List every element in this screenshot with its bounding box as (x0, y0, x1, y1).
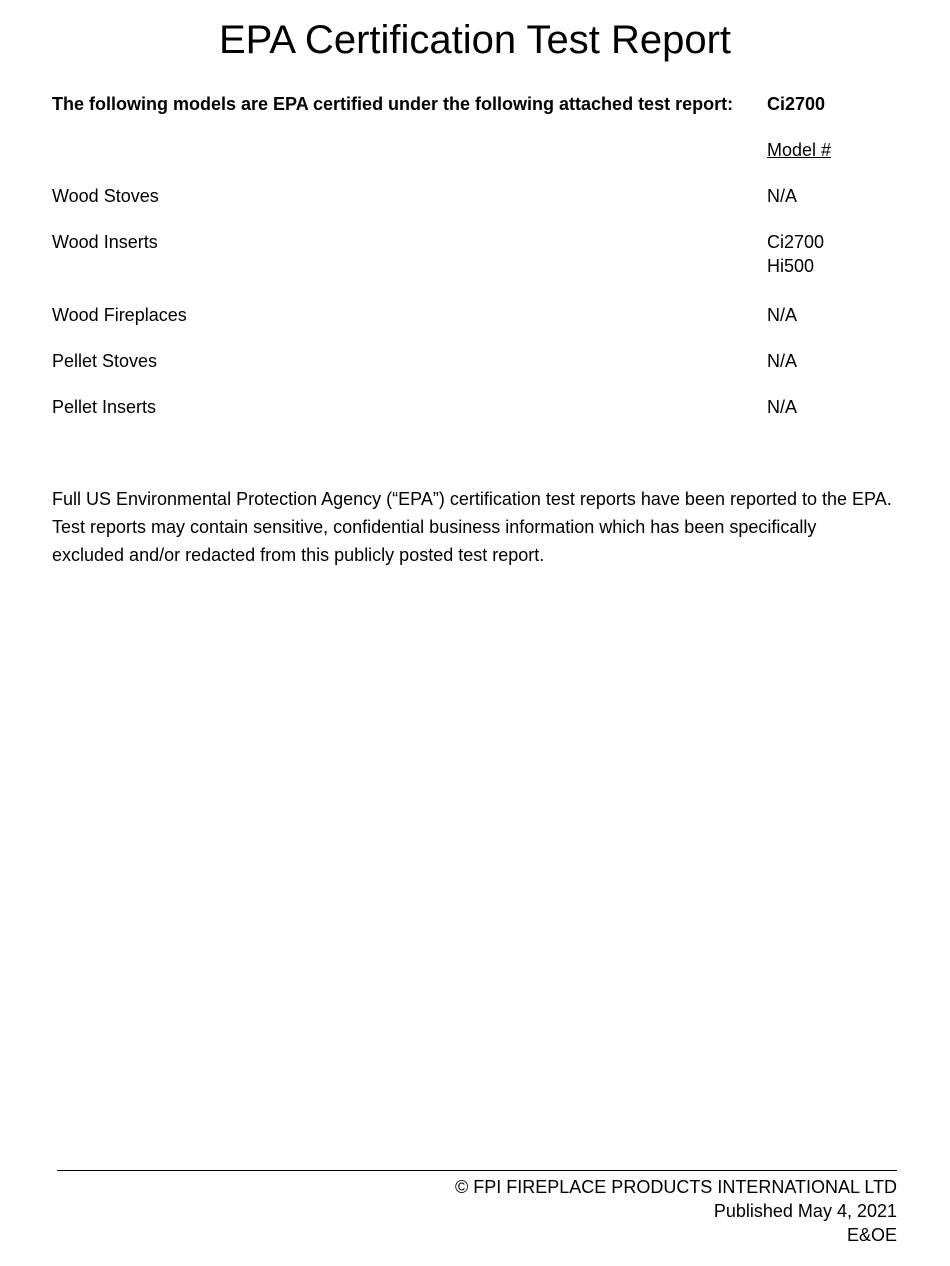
eoe-notice: E&OE (846, 1225, 897, 1245)
intro-label: The following models are EPA certified under the following attached test report: (52, 94, 734, 114)
model-value: N/A (767, 397, 798, 417)
model-value: Hi500 (767, 256, 815, 276)
category-models (767, 184, 797, 208)
page-title: EPA Certification Test Report (218, 18, 732, 62)
report-model: Ci2700 (767, 94, 826, 114)
model-value: Ci2700 (767, 232, 825, 252)
model-value: N/A (767, 186, 798, 206)
model-value: N/A (767, 305, 798, 325)
model-column-header: Model # (767, 140, 832, 160)
copyright-notice: © FPI FIREPLACE PRODUCTS INTERNATIONAL LTD (455, 1177, 897, 1197)
category-models (767, 349, 797, 373)
category-label: Wood Stoves (52, 186, 159, 206)
disclaimer-paragraph: Full US Environmental Protection Agency (“EPA”) certification test reports have been reported to the EPA. Test reports may contain sensitive, confidential business information which has been specifically excluded and/or redacted from this publicly posted test report. (52, 489, 892, 565)
category-models (767, 303, 797, 327)
category-label: Wood Fireplaces (52, 305, 187, 325)
category-models (767, 395, 797, 419)
model-value: N/A (767, 351, 798, 371)
published-date: Published May 4, 2021 (713, 1201, 897, 1221)
category-models (767, 230, 824, 278)
footer (455, 1175, 897, 1247)
footer-divider (57, 1170, 897, 1171)
category-label: Wood Inserts (52, 232, 158, 252)
category-label: Pellet Stoves (52, 351, 158, 371)
category-label: Pellet Inserts (52, 397, 157, 417)
